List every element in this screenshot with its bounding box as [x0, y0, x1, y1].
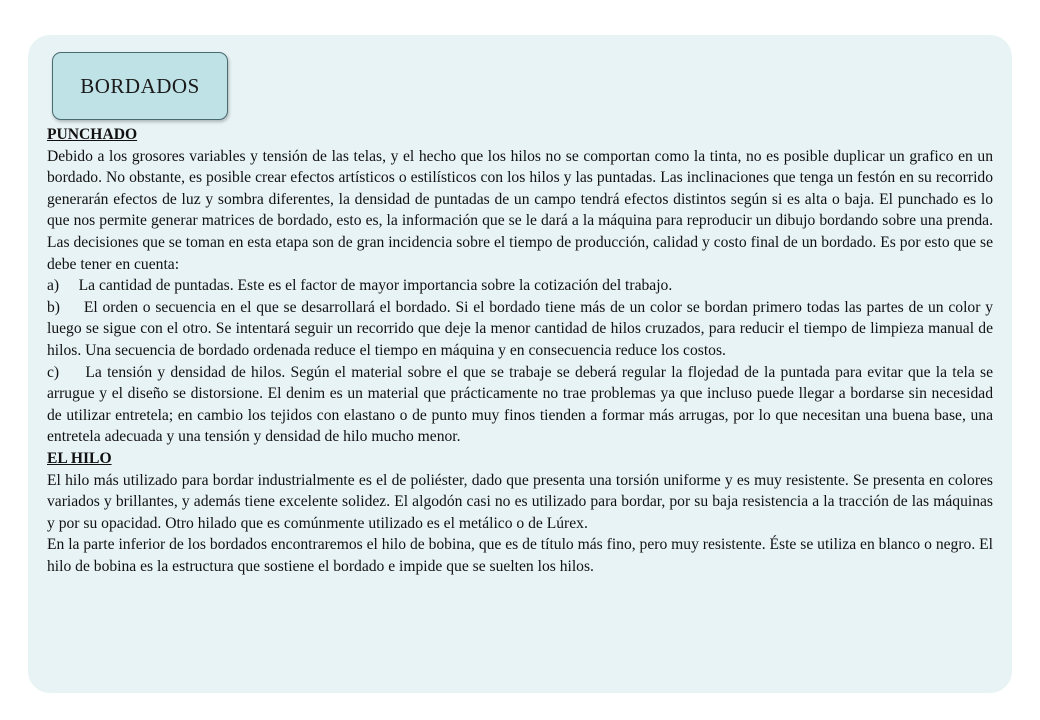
list-marker: c): [47, 363, 60, 381]
list-item-text: La tensión y densidad de hilos. Según el material sobre el que se trabaje se deberá regular la flojedad de la puntada para evitar que la tela se arrugue y el diseño se distorsione. El denim es un material que prácticamente no trae problemas ya que incluso puede llegar a bordarse sin necesidad de utilizar entretela; en cambio los tejidos con elastano o de punto muy finos tienden a formar más arrugas, por lo que necesitan una buena base, una entretela adecuada y una tensión y densidad de hilo mucho menor.: [47, 363, 993, 446]
section-paragraph: En la parte inferior de los bordados encontraremos el hilo de bobina, que es de título más fino, pero muy resistente. Éste se utiliza en blanco o negro. El hilo de bobina es la estructura que sostiene el bordado e impide que se suelten los hilos.: [47, 536, 993, 575]
list-item-text: El orden o secuencia en el que se desarrollará el bordado. Si el bordado tiene más de un color se bordan primero todas las partes de un color y luego se sigue con el otro. Se intentará seguir un recorrido que deje la menor cantidad de hilos cruzados, para reducir el tiempo de limpieza manual de hilos. Una secuencia de bordado ordenada reduce el tiempo en máquina y en consecuencia reduce los costos.: [47, 298, 993, 359]
list-item-text: La cantidad de puntadas. Este es el factor de mayor importancia sobre la cotización del trabajo.: [78, 277, 673, 295]
list-marker: b): [47, 298, 60, 316]
list-marker: a): [47, 277, 60, 295]
document-body: [47, 124, 993, 577]
list-item: [47, 275, 993, 297]
section-paragraph: El hilo más utilizado para bordar industrialmente es el de poliéster, dado que presenta una torsión uniforme y es muy resistente. Se presenta en colores variados y brillantes, y además tiene excelente solidez. El algodón casi no es utilizado para bordar, por su baja resistencia a la tracción de las máquinas y por su opacidad. Otro hilado que es comúnmente utilizado es el metálico o de Lúrex.: [47, 471, 993, 532]
section-paragraph: Debido a los grosores variables y tensión de las telas, y el hecho que los hilos no se comportan como la tinta, no es posible duplicar un grafico en un bordado. No obstante, es posible crear efectos artísticos o estilísticos con los hilos y las puntadas. Las inclinaciones que tenga un festón en su recorrido generarán efectos de luz y sombra diferentes, la densidad de puntadas de un campo tendrá efectos distintos según si es alta o baja. El punchado es lo que nos permite generar matrices de bordado, esto es, la información que se le dará a la máquina para reproducir un dibujo bordando sobre una prenda. Las decisiones que se toman en esta etapa son de gran incidencia sobre el tiempo de producción, calidad y costo final de un bordado. Es por esto que se debe tener en cuenta:: [47, 147, 993, 273]
list-item: [47, 362, 993, 448]
section-heading-el-hilo: EL HILO: [47, 449, 112, 467]
list-item: [47, 297, 993, 362]
page-title: BORDADOS: [80, 73, 200, 98]
section-heading-punchado: PUNCHADO: [47, 126, 138, 143]
title-tab: [52, 52, 228, 120]
